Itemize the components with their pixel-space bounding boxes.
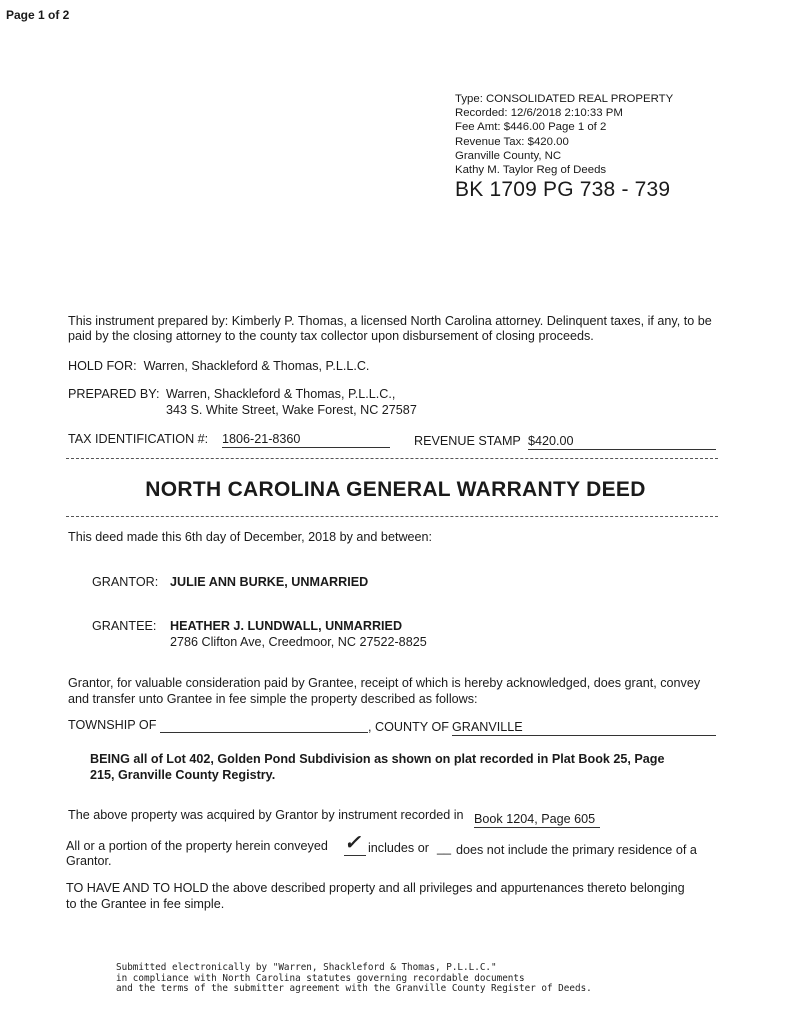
prepared-by-name: Warren, Shackleford & Thomas, P.L.L.C., — [166, 387, 396, 401]
grantee-address: 2786 Clifton Ave, Creedmoor, NC 27522-8825 — [170, 635, 427, 649]
habendum-line-2: to the Grantee in fee simple. — [66, 897, 225, 911]
county-label: , COUNTY OF — [368, 720, 449, 734]
consideration-line-1: Grantor, for valuable consideration paid by Grantee, receipt of which is hereby acknowledged, does grant, convey — [68, 676, 701, 690]
prepared-by-label: PREPARED BY: — [68, 387, 160, 401]
recording-revenue-tax: Revenue Tax: $420.00 — [455, 135, 569, 148]
grantor-label: GRANTOR: — [92, 575, 159, 589]
township-label: TOWNSHIP OF — [68, 718, 157, 732]
recording-fee: Fee Amt: $446.00 Page 1 of 2 — [455, 121, 607, 134]
preparer-statement: This instrument prepared by: Kimberly P. Thomas, a licensed North Carolina attorney. Delinquent taxes, if any, to be paid by the closing attorney to the county tax collector upon disbursement of closing proceeds. — [68, 314, 712, 343]
legal-description-line-2: 215, Granville County Registry. — [90, 768, 276, 782]
check-mark-icon: ✓ — [344, 832, 361, 854]
tax-id-label: TAX IDENTIFICATION #: — [68, 432, 209, 446]
grantee-label: GRANTEE: — [92, 619, 157, 633]
does-not-include-label: does not include the primary residence of a — [456, 843, 697, 857]
page-label: Page 1 of 2 — [6, 8, 70, 22]
does-not-blank: __ — [437, 841, 452, 855]
hold-for-line — [68, 359, 369, 374]
consideration-line-2: and transfer unto Grantee in fee simple the property described as follows: — [68, 692, 478, 706]
footer-line-3: and the terms of the submitter agreement with the Granville County Register of Deeds. — [116, 983, 592, 995]
habendum-line-1: TO HAVE AND TO HOLD the above described property and all privileges and appurtenances thereto belonging — [66, 881, 685, 895]
recording-county: Granville County, NC — [455, 149, 562, 162]
township-value — [160, 718, 368, 733]
register-of-deeds: Kathy M. Taylor Reg of Deeds — [455, 164, 607, 177]
electronic-submission-footer — [116, 963, 592, 995]
prepared-by-address: 343 S. White Street, Wake Forest, NC 27587 — [166, 403, 417, 417]
recording-date: Recorded: 12/6/2018 2:10:33 PM — [455, 107, 623, 120]
grantee-name: HEATHER J. LUNDWALL, UNMARRIED — [170, 619, 403, 633]
residence-line-2: Grantor. — [66, 854, 112, 868]
hold-for-value: Warren, Shackleford & Thomas, P.L.L.C. — [143, 359, 370, 373]
book-page-reference: BK 1709 PG 738 - 739 — [455, 178, 671, 201]
deed-intro: This deed made this 6th day of December, 2018 by and between: — [68, 530, 433, 544]
hold-for-label: HOLD FOR: — [68, 359, 137, 373]
tax-id-value: 1806-21-8360 — [222, 432, 390, 448]
footer-line-2: in compliance with North Carolina statutes governing recordable documents — [116, 972, 525, 984]
acquired-text: The above property was acquired by Grantor by instrument recorded in — [68, 808, 464, 822]
grantor-name: JULIE ANN BURKE, UNMARRIED — [170, 575, 369, 589]
county-value: GRANVILLE — [452, 720, 716, 736]
includes-checkbox — [344, 830, 366, 856]
divider-top — [66, 458, 718, 459]
revenue-stamp-value: $420.00 — [528, 434, 716, 450]
legal-description-line-1: BEING all of Lot 402, Golden Pond Subdivision as shown on plat recorded in Plat Book 25, Page — [90, 752, 665, 766]
includes-label: includes or — [368, 841, 429, 855]
revenue-stamp-label: REVENUE STAMP — [414, 434, 521, 448]
deed-title: NORTH CAROLINA GENERAL WARRANTY DEED — [145, 478, 646, 501]
divider-bottom — [66, 516, 718, 517]
recording-stamp — [455, 92, 673, 177]
recording-type: Type: CONSOLIDATED REAL PROPERTY — [455, 93, 674, 105]
residence-text: All or a portion of the property herein conveyed — [66, 839, 328, 853]
footer-line-1: Submitted electronically by "Warren, Shackleford & Thomas, P.L.L.C." — [116, 962, 497, 973]
acquired-reference: Book 1204, Page 605 — [474, 812, 600, 828]
